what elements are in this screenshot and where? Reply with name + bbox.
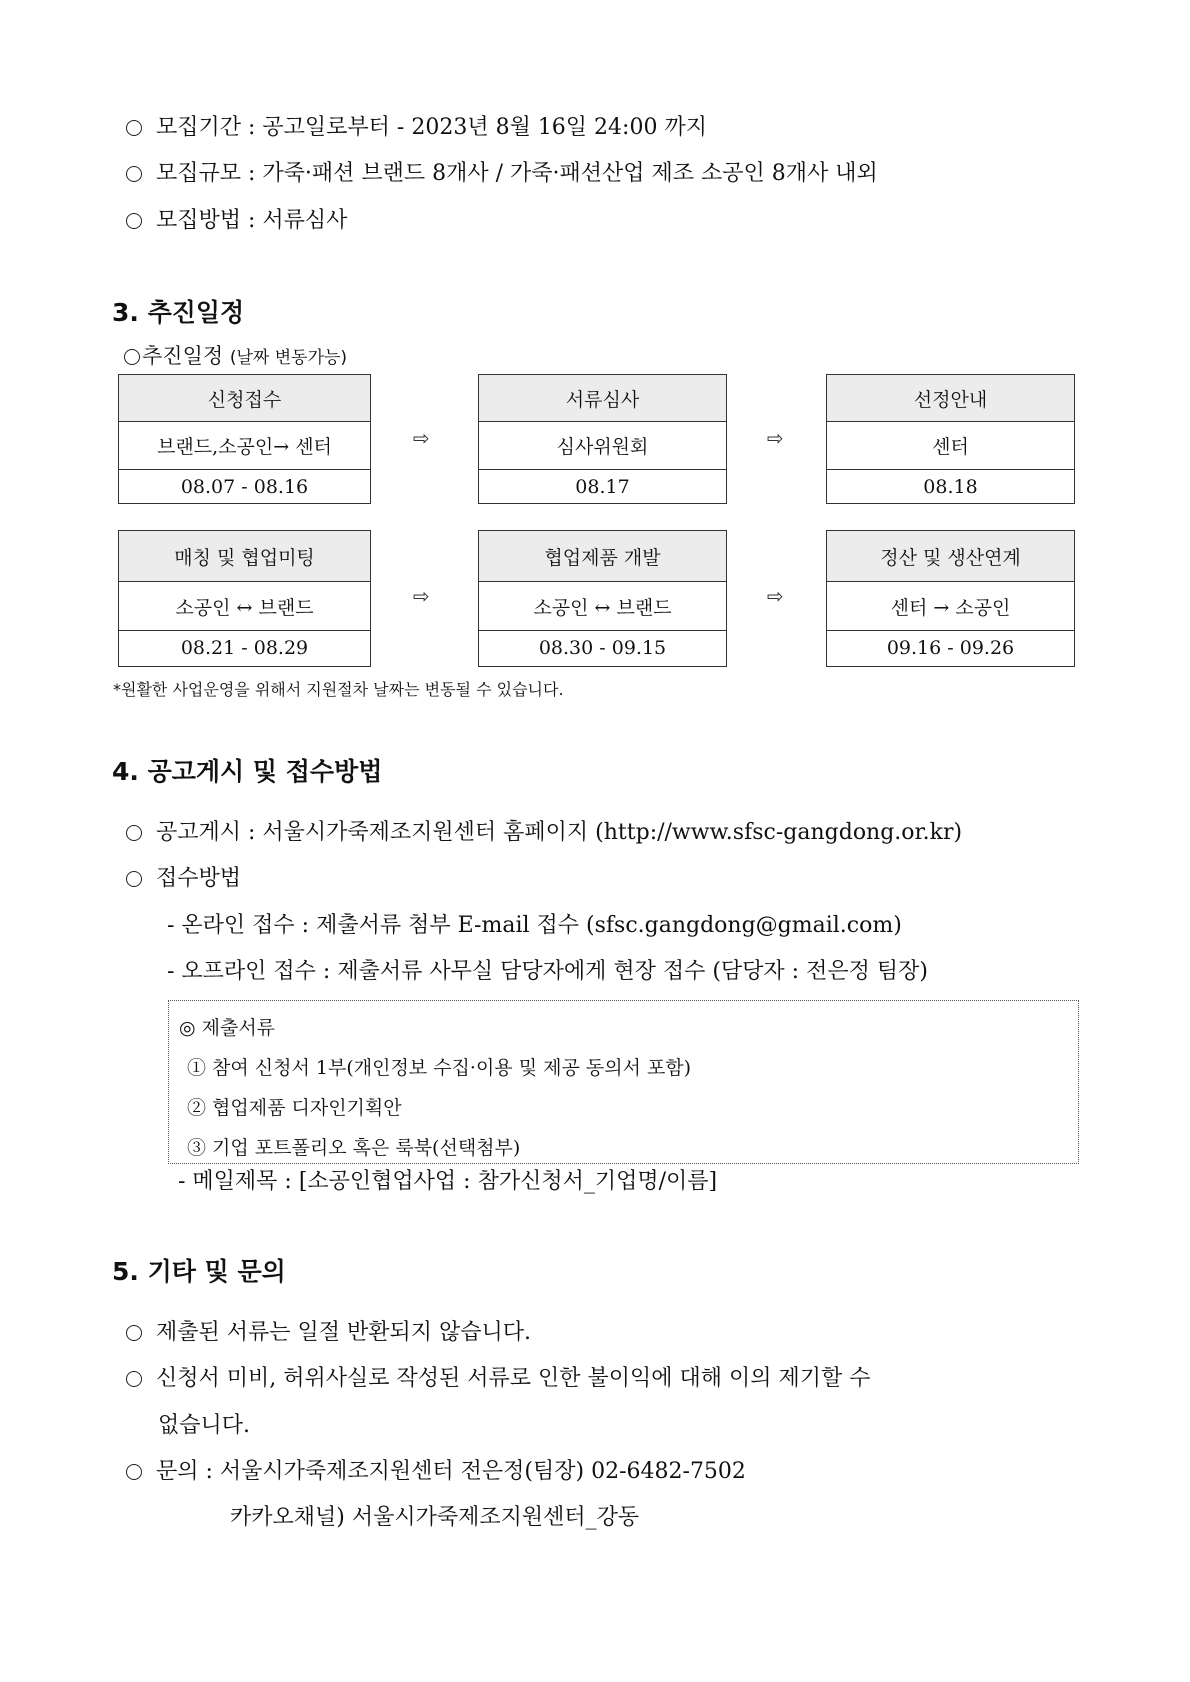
step-date: 09.16 - 09.26 <box>886 637 1015 659</box>
schedule-subtitle: 추진일정 (날짜 변동가능) <box>124 340 347 370</box>
required-documents-box <box>168 1000 1079 1164</box>
step-date: 08.07 - 08.16 <box>180 475 309 498</box>
submission-method: 접수방법 <box>126 861 241 892</box>
schedule-step-review <box>478 374 727 504</box>
document-item: ③ 기업 포트폴리오 혹은 룩북(선택첨부) <box>187 1137 521 1159</box>
step-date: 08.17 <box>575 475 630 498</box>
notice-posting: 공고게시 : 서울시가죽제조지원센터 홈페이지 (http://www.sfsc-gangdong.or.kr) <box>126 815 962 846</box>
circle-bullet-icon <box>126 1325 142 1341</box>
step-date: 08.21 - 08.29 <box>180 637 309 659</box>
document-item: ① 참여 신청서 1부(개인정보 수집·이용 및 제공 동의서 포함) <box>187 1057 692 1079</box>
mail-subject: - 메일제목 : [소공인협업사업 : 참가신청서_기업명/이름] <box>178 1169 718 1194</box>
right-arrow-icon: ⇨ <box>767 584 784 608</box>
step-who: 심사위원회 <box>479 422 726 470</box>
schedule-step-selection <box>826 374 1075 504</box>
schedule-step-matching <box>118 530 371 667</box>
right-arrow-icon: ⇨ <box>413 426 430 450</box>
step-head: 서류심사 <box>479 375 726 422</box>
step-head: 선정안내 <box>827 375 1074 422</box>
section5-title: 5. 기타 및 문의 <box>112 1257 286 1286</box>
section4-title: 4. 공고게시 및 접수방법 <box>112 757 383 786</box>
circle-bullet-icon <box>126 1464 142 1480</box>
schedule-footnote: *원활한 사업운영을 위해서 지원절차 날짜는 변동될 수 있습니다. <box>113 680 564 699</box>
step-who: 소공인 ↔ 브랜드 <box>119 582 370 631</box>
circle-bullet-icon <box>126 213 142 229</box>
circle-bullet-icon <box>126 871 142 887</box>
recruit-method: 모집방법 : 서류심사 <box>126 203 347 234</box>
online-submission: - 온라인 접수 : 제출서류 첨부 E-mail 접수 (sfsc.gangdong@gmail.com) <box>167 913 902 938</box>
circle-bullet-icon <box>126 1371 142 1387</box>
kakao-channel: 카카오채널) 서울시가죽제조지원센터_강동 <box>230 1505 640 1530</box>
contact-info: 문의 : 서울시가죽제조지원센터 전은정(팀장) 02-6482-7502 <box>126 1454 746 1485</box>
schedule-step-settlement <box>826 530 1075 667</box>
documents-title: ◎ 제출서류 <box>179 1017 276 1039</box>
circle-bullet-icon <box>124 349 140 365</box>
schedule-step-application <box>118 374 371 504</box>
recruit-period: 모집기간 : 공고일로부터 - 2023년 8월 16일 24:00 까지 <box>126 110 707 141</box>
circle-bullet-icon <box>126 166 142 182</box>
step-date: 08.18 <box>923 475 978 498</box>
document-item: ② 협업제품 디자인기획안 <box>187 1097 402 1119</box>
disadvantage-notice: 신청서 미비, 허위사실로 작성된 서류로 인한 불이익에 대해 이의 제기할 수 <box>126 1361 871 1392</box>
no-return-notice: 제출된 서류는 일절 반환되지 않습니다. <box>126 1315 531 1346</box>
offline-submission: - 오프라인 접수 : 제출서류 사무실 담당자에게 현장 접수 (담당자 : 전은정 팀장) <box>167 959 928 984</box>
step-head: 협업제품 개발 <box>479 531 726 582</box>
step-head: 정산 및 생산연계 <box>827 531 1074 582</box>
step-who: 소공인 ↔ 브랜드 <box>479 582 726 631</box>
circle-bullet-icon <box>126 825 142 841</box>
step-who: 브랜드,소공인→ 센터 <box>119 422 370 470</box>
step-date: 08.30 - 09.15 <box>538 637 667 659</box>
schedule-step-development <box>478 530 727 667</box>
right-arrow-icon: ⇨ <box>413 584 430 608</box>
step-head: 신청접수 <box>119 375 370 422</box>
disadvantage-notice-cont: 없습니다. <box>158 1413 251 1438</box>
step-head: 매칭 및 협업미팅 <box>119 531 370 582</box>
circle-bullet-icon <box>126 120 142 136</box>
right-arrow-icon: ⇨ <box>767 426 784 450</box>
step-who: 센터 → 소공인 <box>827 582 1074 631</box>
section3-title: 3. 추진일정 <box>112 298 245 327</box>
recruit-scale: 모집규모 : 가죽·패션 브랜드 8개사 / 가죽·패션산업 제조 소공인 8개사 내외 <box>126 156 878 187</box>
step-who: 센터 <box>827 422 1074 470</box>
